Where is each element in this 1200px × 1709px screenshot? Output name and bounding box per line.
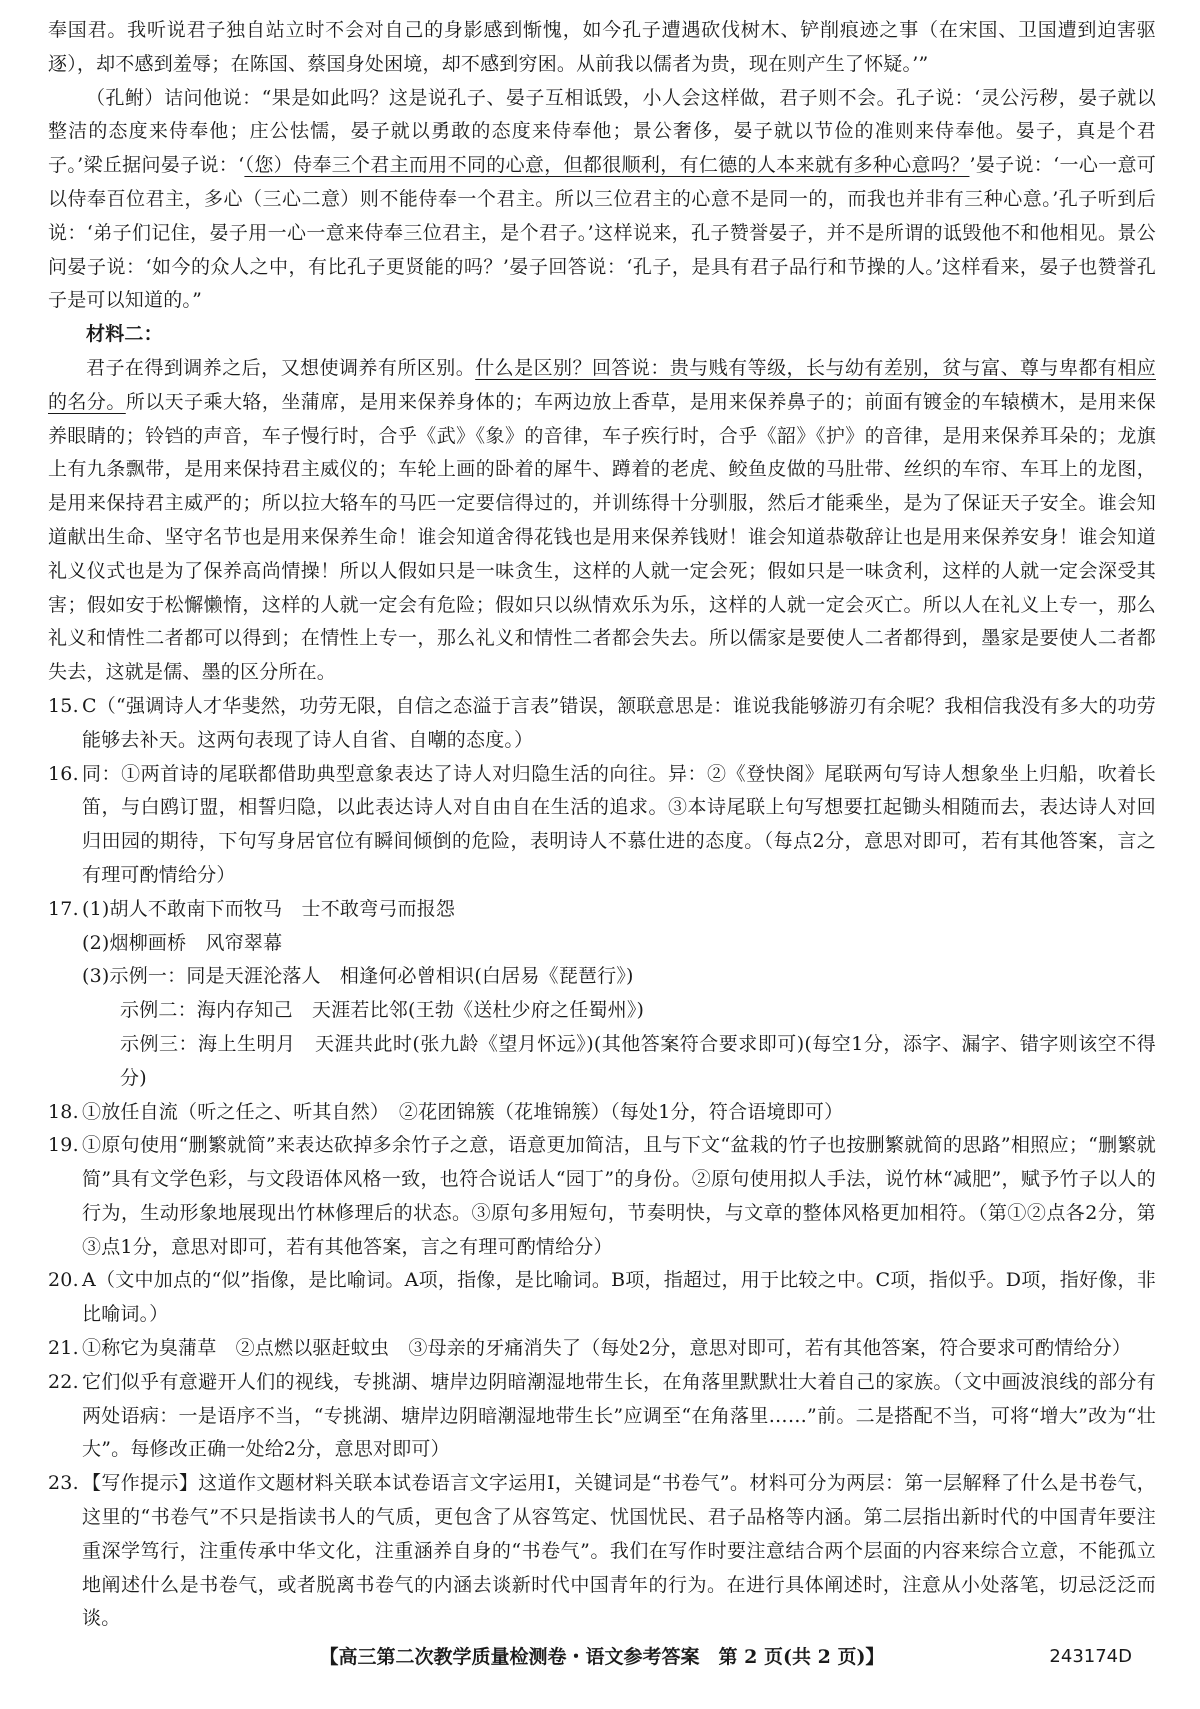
answer-text: C（“强调诗人才华斐然，功劳无限，自信之态溢于言表”错误，颔联意思是：谁说我能够游刃有余呢？我相信我没有多大的功劳能够去补天。这两句表现了诗人自省、自嘲的态度。） — [82, 694, 1156, 751]
answer-item-23 — [48, 1467, 1156, 1636]
answer-number: 16. — [48, 762, 79, 785]
answer-line: (1)胡人不敢南下而牧马 士不敢弯弓而报怨 — [82, 897, 456, 920]
underlined-sentence: （您）侍奉三个君主而用不同的心意，但都很顺利，有仁德的人本来就有多种心意吗？ — [244, 154, 970, 177]
answer-number: 15. — [48, 694, 79, 717]
material-two-paragraph — [48, 352, 1156, 690]
text-span: ’晏子说：‘一心一意可以侍奉百位君主，多心（三心二意）则不能侍奉一个君主。所以三位君主的心意不是同一的，而我也并非有三种心意。’孔子听到后说：‘弟子们记住，晏子用一心一意来侍奉三位君主，是个君子。’这样说来，孔子赞誉晏子，并不是所谓的诋毁他不和他相见。景公问晏子说：‘如今的众人之中，有比孔子更贤能的吗？’晏子回答说：‘孔子，是具有君子品行和节操的人。’这样看来，晏子也赞誉孔子是可以知道的。” — [48, 154, 1157, 312]
answer-number: 19. — [48, 1134, 79, 1157]
answer-item-21 — [48, 1332, 1156, 1366]
answer-number: 17. — [48, 897, 79, 920]
answer-line: (3)示例一：同是天涯沦落人 相逢何必曾相识(白居易《琵琶行》) — [82, 965, 634, 988]
answer-item-15 — [48, 690, 1156, 758]
answer-item-18 — [48, 1096, 1156, 1130]
answer-line: (2)烟柳画桥 风帘翠幕 — [82, 931, 283, 954]
answer-text: 它们似乎有意避开人们的视线，专挑湖、塘岸边阴暗潮湿地带生长，在角落里默默壮大着自己的家族。（文中画波浪线的部分有两处语病：一是语序不当，“专挑湖、塘岸边阴暗潮湿地带生长”应调至“在角落里……”前。二是搭配不当，可将“增大”改为“壮大”。每修改正确一处给2分，意思对即可） — [82, 1370, 1156, 1461]
text-span: 所以天子乘大辂，坐蒲席，是用来保养身体的；车两边放上香草，是用来保养鼻子的；前面有镀金的车辕横木，是用来保养眼睛的；铃铛的声音，车子慢行时，合乎《武》《象》的音律，车子疾行时，合乎《韶》《护》的音律，是用来保养耳朵的；龙旗上有九条飘带，是用来保持君主威仪的；车轮上画的卧着的犀牛、蹲着的老虎、鲛鱼皮做的马肚带、丝织的车帘、车耳上的龙图，是用来保持君主威严的；所以拉大辂车的马匹一定要信得过的，并训练得十分驯服，然后才能乘坐，是为了保证天子安全。谁会知道献出生命、坚守名节也是用来保养生命！谁会知道舍得花钱也是用来保养钱财！谁会知道恭敬辞让也是用来保养安身！谁会知道礼义仪式也是为了保养高尚情操！所以人假如只是一味贪生，这样的人就一定会死；假如只是一味贪利，这样的人就一定会深受其害；假如安于松懈懒惰，这样的人就一定会有危险；假如只以纵情欢乐为乐，这样的人就一定会灭亡。所以人在礼义上专一，那么礼义和情性二者都可以得到；在情性上专一，那么礼义和情性二者都会失去。所以儒家是要使人二者都得到，墨家是要使人二者都失去，这就是儒、墨的区分所在。 — [48, 390, 1156, 684]
passage-paragraph-kongfu — [48, 82, 1156, 319]
page-footer — [48, 1642, 1156, 1672]
answer-item-17 — [48, 893, 1156, 1096]
answer-text: 【写作提示】这道作文题材料关联本试卷语言文字运用Ⅰ，关键词是“书卷气”。材料可分为两层：第一层解释了什么是书卷气，这里的“书卷气”不只是指读书人的气质，更包含了从容笃定、忧国忧民、君子品格等内涵。第二层指出新时代的中国青年要注重深学笃行，注重传承中华文化，注重涵养自身的“书卷气”。我们在写作时要注意结合两个层面的内容来综合立意，不能孤立地阐述什么是书卷气，或者脱离书卷气的内涵去谈新时代中国青年的行为。在进行具体阐述时，注意从小处落笔，切忌泛泛而谈。 — [82, 1472, 1156, 1630]
text-span: （孔鲋）诘问他说：“果是如此吗？这是说孔子、晏子互相诋毁，小人会这样做，君子则不会。孔子说：‘灵公污秽，晏子就以整洁的态度来侍奉他；庄公怯懦，晏子就以勇敢的态度来侍奉他；景公奢侈，晏子就以节俭的准则来侍奉他。晏子，真是个君子。’梁丘据问晏子说：‘ — [48, 86, 1156, 177]
answer-text: A（文中加点的“似”指像，是比喻词。A项，指像，是比喻词。B项，指超过，用于比较之中。C项，指似乎。D项，指好像，非比喻词。） — [82, 1269, 1156, 1326]
passage-continued: 奉国君。我听说君子独自站立时不会对自己的身影感到惭愧，如今孔子遭遇砍伐树木、铲削痕迹之事（在宋国、卫国遭到迫害驱逐），却不感到羞辱；在陈国、蔡国身处困境，却不感到穷困。从前我以儒者为贵，现在则产生了怀疑。’” — [48, 19, 1156, 75]
answer-text: 同：①两首诗的尾联都借助典型意象表达了诗人对归隐生活的向往。异：②《登快阁》尾联两句写诗人想象坐上归船，吹着长笛，与白鸥订盟，相誓归隐，以此表达诗人对自由自在生活的追求。③本诗尾联上句写想要扛起锄头相随而去，表达诗人对回归田园的期待，下句写身居官位有瞬间倾倒的危险，表明诗人不慕仕进的态度。（每点2分，意思对即可，若有其他答案，言之有理可酌情给分） — [82, 762, 1156, 886]
answer-text: ①原句使用“删繁就简”来表达砍掉多余竹子之意，语意更加简洁，且与下文“盆栽的竹子也按删繁就简的思路”相照应；“删繁就简”具有文学色彩，与文段语体风格一致，也符合说话人“园丁”的身份。②原句使用拟人手法，说竹林“减肥”，赋予竹子以人的行为，生动形象地展现出竹林修理后的状态。③原句多用短句，节奏明快，与文章的整体风格更加相符。（第①②点各2分，第③点1分，意思对即可，若有其他答案，言之有理可酌情给分） — [82, 1134, 1156, 1258]
answer-item-22 — [48, 1366, 1156, 1467]
answer-item-16 — [48, 758, 1156, 893]
text-span: 君子在得到调养之后，又想使调养有所区别。 — [86, 356, 476, 379]
answer-line: 示例三：海上生明月 天涯共此时(张九龄《望月怀远》)(其他答案符合要求即可)(每空1分，添字、漏字、错字则该空不得分) — [120, 1032, 1156, 1089]
answer-text: ①称它为臭蒲草 ②点燃以驱赶蚊虫 ③母亲的牙痛消失了（每处2分，意思对即可，若有其他答案，符合要求可酌情给分） — [82, 1337, 1132, 1360]
answer-number: 20. — [48, 1269, 79, 1292]
footer-title: 【高三第二次教学质量检测卷・语文参考答案 第 2 页(共 2 页)】 — [319, 1646, 885, 1668]
material-two-heading: 材料二： — [86, 323, 163, 346]
underlined-sentence: 什么是区别？回答说：贵与贱有等级，长与幼有差别，贫与富、尊与卑都有相应的名分。 — [48, 356, 1156, 413]
answer-number: 18. — [48, 1100, 79, 1123]
answer-line: 示例二：海内存知己 天涯若比邻(王勃《送杜少府之任蜀州》) — [120, 999, 645, 1022]
answer-text: ①放任自流（听之任之、听其自然） ②花团锦簇（花堆锦簇）（每处1分，符合语境即可） — [82, 1100, 844, 1123]
answer-number: 21. — [48, 1337, 79, 1360]
answer-item-19 — [48, 1129, 1156, 1264]
document-code: 243174D — [1049, 1646, 1132, 1667]
answer-number: 23. — [48, 1472, 79, 1495]
answer-item-20 — [48, 1264, 1156, 1332]
answer-number: 22. — [48, 1370, 79, 1393]
